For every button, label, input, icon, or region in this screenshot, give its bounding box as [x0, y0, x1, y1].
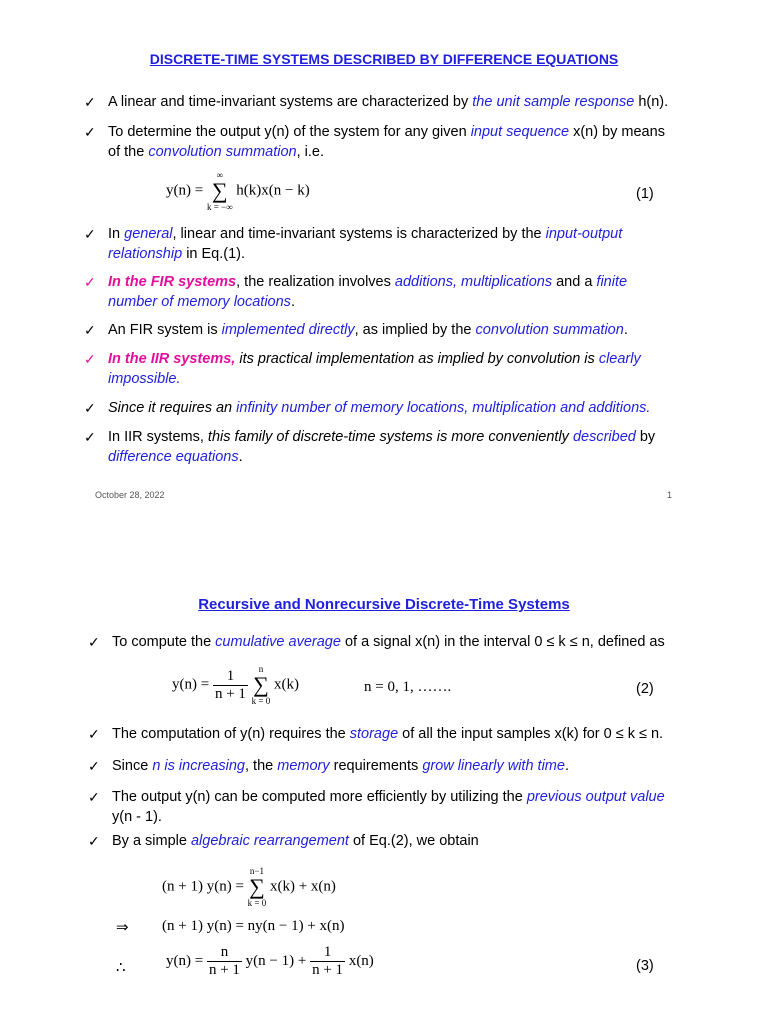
text: An FIR system is: [108, 322, 222, 338]
text-emphasis: memory: [277, 758, 330, 774]
check-icon: ✓: [84, 351, 96, 367]
check-icon: ✓: [84, 322, 96, 338]
check-icon: ✓: [84, 274, 96, 290]
text-emphasis: general: [124, 226, 173, 242]
check-icon: ✓: [84, 429, 96, 445]
text-emphasis: described: [572, 429, 636, 445]
denominator: n + 1: [312, 962, 344, 978]
text-emphasis: convolution summation: [475, 322, 624, 338]
sigma-symbol: [252, 664, 271, 706]
text-emphasis: grow linearly with time: [422, 758, 565, 774]
text-emphasis: input sequence: [470, 124, 570, 140]
text: The computation of y(n) requires the: [112, 726, 350, 742]
eq-rhs: x(n): [348, 952, 374, 969]
text: .: [238, 449, 243, 465]
check-icon: ✓: [88, 789, 100, 805]
sigma: ∑: [211, 178, 228, 203]
text-emphasis: input-output: [545, 226, 623, 242]
text: h(n).: [634, 94, 669, 110]
text-highlight: In the IIR systems,: [108, 351, 236, 367]
text: of a signal x(n) in the interval 0 ≤ k ≤ n, defined as: [340, 634, 665, 650]
text-emphasis: additions, multiplications: [394, 274, 553, 290]
equation-2-condition: n = 0, 1, …….: [364, 679, 452, 695]
text: The output y(n) can be computed more efficiently by utilizing the: [112, 789, 527, 805]
eq-rhs: x(k) + x(n): [269, 878, 336, 895]
eq-lhs: y(n) =: [166, 182, 204, 199]
text: In: [108, 226, 125, 242]
numerator: 1: [310, 944, 345, 962]
equation-number-1: (1): [636, 186, 654, 202]
equation-2: [172, 664, 299, 706]
text: of Eq.(2), we obtain: [348, 833, 479, 849]
eq-rhs: x(k): [274, 676, 299, 693]
check-icon: ✓: [88, 726, 100, 742]
text: , as implied by the: [354, 322, 476, 338]
text-emphasis: impossible.: [108, 371, 181, 387]
text-emphasis: infinity number of memory locations, multiplication and additions.: [236, 400, 651, 416]
text: , linear and time-invariant systems is characterized by the: [172, 226, 546, 242]
text: and a: [552, 274, 597, 290]
text: To determine the output y(n) of the system for any given: [108, 124, 471, 140]
equation-3a: [162, 866, 336, 908]
text: this family of discrete-time systems is more conveniently: [207, 429, 573, 445]
sigma-lower: k = 0: [251, 696, 271, 706]
sigma: ∑: [249, 874, 265, 899]
text: .: [290, 294, 295, 310]
denominator: n + 1: [214, 685, 246, 702]
text: .: [623, 322, 628, 338]
text-emphasis: cumulative average: [215, 634, 341, 650]
text: requirements: [329, 758, 423, 774]
eq-lhs: y(n) =: [172, 676, 210, 693]
text: Since it requires an: [108, 400, 237, 416]
check-icon: ✓: [88, 833, 100, 849]
equation-1: [166, 170, 310, 212]
text-emphasis: convolution summation: [148, 144, 297, 160]
eq-lhs: y(n) =: [166, 952, 204, 969]
text: In IIR systems,: [108, 429, 208, 445]
fraction: [213, 668, 248, 703]
sigma-symbol: [248, 866, 267, 908]
eq-lhs: (n + 1) y(n) =: [162, 878, 244, 895]
text-highlight: In the FIR systems: [108, 274, 237, 290]
text: To compute the: [112, 634, 216, 650]
sigma-symbol: [207, 170, 233, 212]
text: Since: [112, 758, 153, 774]
text: of all the input samples x(k) for 0 ≤ k ≤ n.: [398, 726, 664, 742]
text: By a simple: [112, 833, 191, 849]
text-emphasis: algebraic rearrangement: [190, 833, 349, 849]
therefore-icon: ∴: [116, 960, 126, 976]
text-emphasis: the unit sample response: [472, 94, 635, 110]
text: y(n - 1).: [112, 809, 162, 825]
sigma-upper: n−1: [249, 866, 264, 876]
slide1-title: DISCRETE-TIME SYSTEMS DESCRIBED BY DIFFERENCE EQUATIONS: [149, 51, 619, 67]
equation-number-2: (2): [636, 681, 654, 697]
text: its practical implementation as implied by convolution is: [235, 351, 599, 367]
sigma-lower: k = −∞: [206, 202, 233, 212]
text: in Eq.(1).: [182, 246, 246, 262]
equation-3b: (n + 1) y(n) = ny(n − 1) + x(n): [162, 918, 345, 934]
sigma-lower: k = 0: [247, 898, 267, 908]
text: of the: [108, 144, 149, 160]
check-icon: ✓: [88, 634, 100, 650]
denominator: n + 1: [208, 962, 240, 978]
equation-number-3: (3): [636, 958, 654, 974]
text-emphasis: previous output value: [526, 789, 665, 805]
equation-3c: [166, 944, 374, 979]
text: , the: [245, 758, 278, 774]
footer-page-number: 1: [667, 490, 673, 500]
fraction: [310, 944, 345, 979]
eq-rhs: h(k)x(n − k): [236, 182, 310, 199]
check-icon: ✓: [84, 400, 96, 416]
sigma-upper: ∞: [216, 170, 223, 180]
text-emphasis: implemented directly: [221, 322, 355, 338]
fraction: [207, 944, 242, 979]
text-emphasis: number of memory locations: [108, 294, 291, 310]
text: by: [635, 429, 656, 445]
text: , the realization involves: [236, 274, 395, 290]
check-icon: ✓: [84, 226, 96, 242]
text-emphasis: relationship: [108, 246, 183, 262]
numerator: n: [207, 944, 242, 962]
text: , i.e.: [296, 144, 325, 160]
text: x(n) by means: [569, 124, 665, 140]
text: .: [564, 758, 569, 774]
sigma-upper: n: [258, 664, 264, 674]
text-emphasis: n is increasing: [152, 758, 245, 774]
eq-middle: y(n − 1) +: [245, 952, 307, 969]
check-icon: ✓: [84, 124, 96, 140]
text: A linear and time-invariant systems are characterized by: [108, 94, 473, 110]
implies-icon: ⇒: [116, 920, 129, 936]
footer-date: October 28, 2022: [95, 490, 165, 500]
text-emphasis: storage: [349, 726, 399, 742]
numerator: 1: [213, 668, 248, 686]
text-emphasis: clearly: [598, 351, 641, 367]
text-emphasis: finite: [596, 274, 628, 290]
check-icon: ✓: [88, 758, 100, 774]
slide2-title: Recursive and Nonrecursive Discrete-Time Systems: [198, 596, 570, 613]
check-icon: ✓: [84, 94, 96, 110]
text-emphasis: difference equations: [108, 449, 239, 465]
sigma: ∑: [253, 672, 269, 697]
